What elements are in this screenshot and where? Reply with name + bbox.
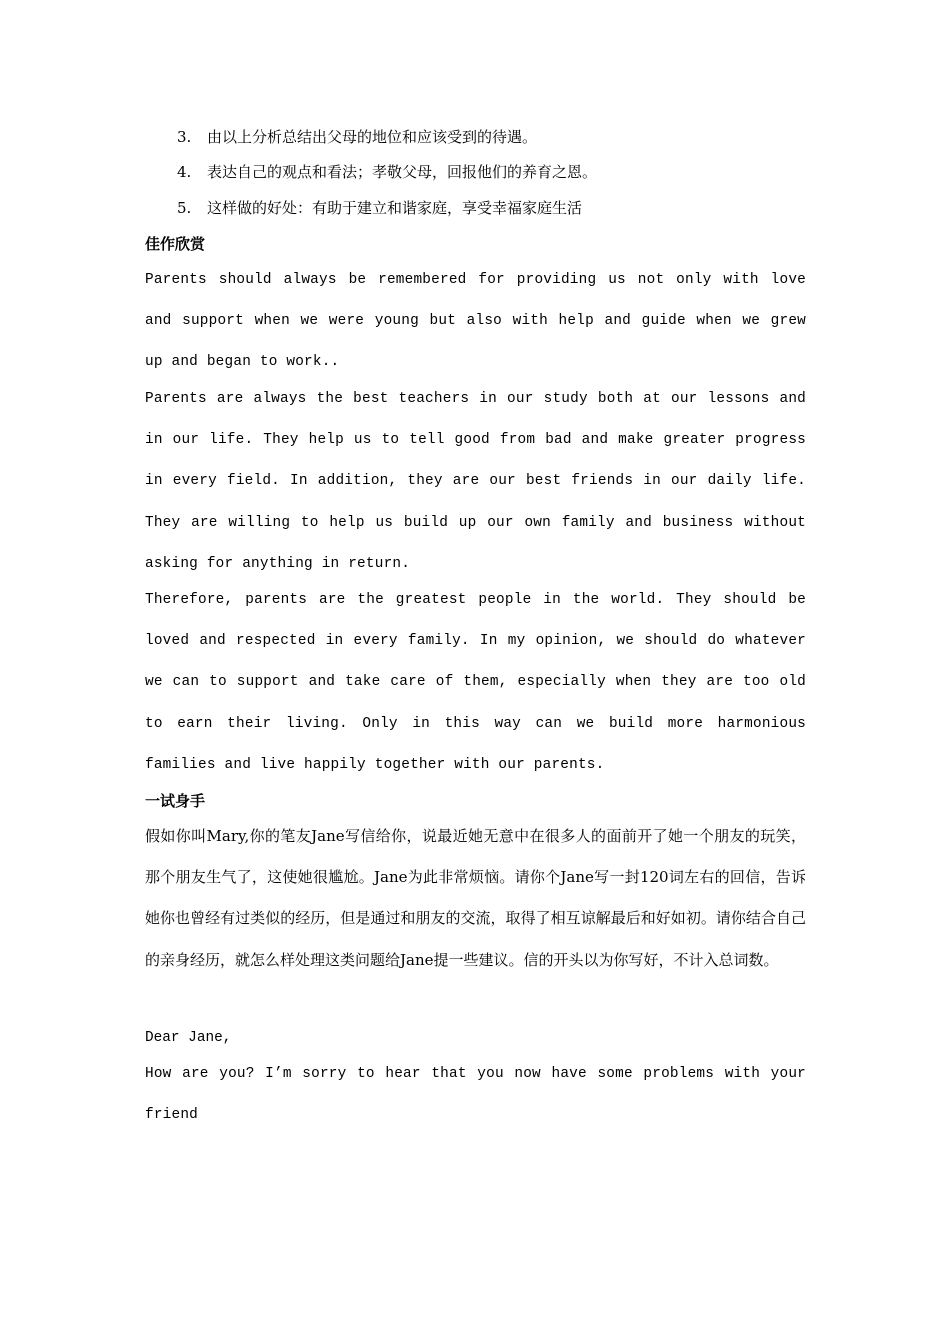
outline-number: 4.	[177, 163, 192, 181]
outline-text: 这样做的好处：有助于建立和谐家庭，享受幸福家庭生活	[207, 199, 583, 217]
practice-prompt: 假如你叫Mary,你的笔友Jane写信给你，说最近她无意中在很多人的面前开了她一个朋友的玩笑，那个朋友生气了，这使她很尴尬。Jane为此非常烦恼。请你个Jane写一封120词左右的回信，告诉她你也曾经有过类似的经历，但是通过和朋友的交流，取得了相互谅解最后和好如初。请你结合自己的亲身经历，就怎么样处理这类问题给Jane提一些建议。信的开头以为你写好，不计入总词数。	[145, 827, 806, 969]
practice-heading: 一试身手	[145, 792, 206, 810]
outline-text: 由以上分析总结出父母的地位和应该受到的待遇。	[207, 128, 538, 146]
outline-item-5	[177, 198, 582, 218]
letter-opening: How are you? I’m sorry to hear that you now have some problems with your friend	[145, 1066, 806, 1124]
appreciation-paragraph-3: Therefore, parents are the greatest people in the world. They should be loved and respected in every family. In my opinion, we should do whatever we can to support and take care of them, especially when they are too old to earn their living. Only in this way can we build more harmonious families and live happily together with our parents.	[145, 592, 806, 773]
outline-number: 3.	[177, 128, 192, 146]
appreciation-paragraph-2: Parents are always the best teachers in our study both at our lessons and in our life. They help us to tell good from bad and make greater progress in every field. In addition, they are our best friends in our daily life. They are willing to help us build up our own family and business without asking for anything in return.	[145, 391, 806, 572]
outline-item-3	[177, 127, 537, 147]
outline-text: 表达自己的观点和看法；孝敬父母，回报他们的养育之恩。	[207, 163, 598, 181]
appreciation-paragraph-1: Parents should always be remembered for providing us not only with love and support when we were young but also with help and guide when we grew up and began to work..	[145, 272, 806, 371]
outline-number: 5.	[177, 199, 192, 217]
appreciation-heading: 佳作欣赏	[145, 235, 206, 253]
letter-salutation: Dear Jane,	[145, 1030, 232, 1046]
outline-item-4	[177, 162, 597, 182]
